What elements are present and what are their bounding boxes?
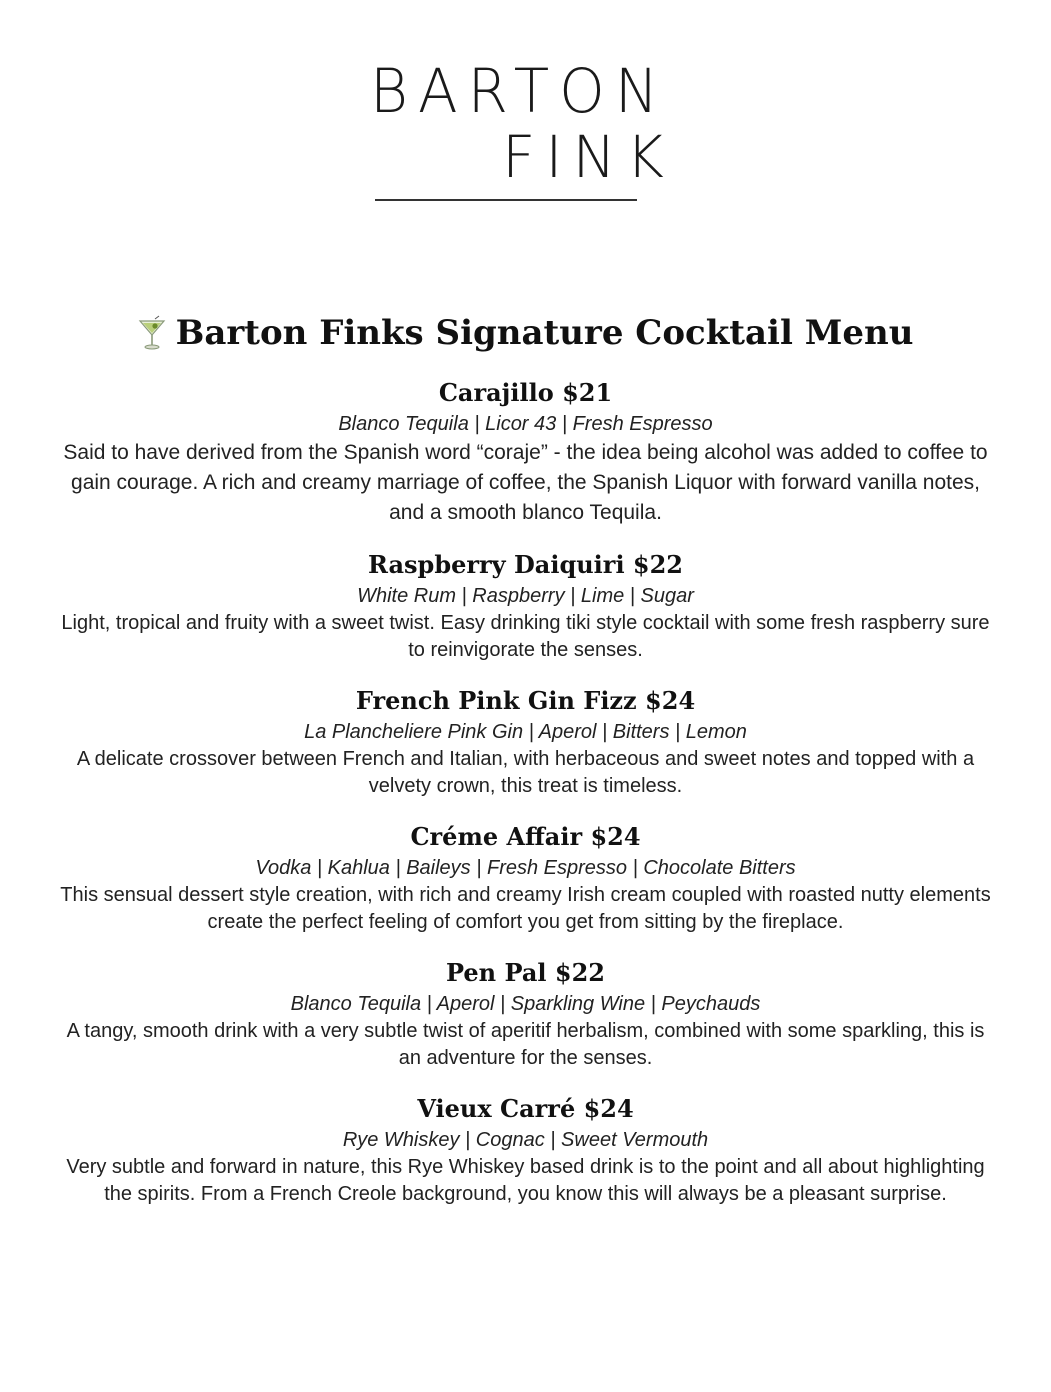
cocktail-item xyxy=(60,1092,991,1208)
cocktail-item xyxy=(60,376,991,528)
cocktail-name: Créme Affair $24 xyxy=(410,822,641,851)
cocktail-item xyxy=(60,956,991,1072)
logo-line-2: FINK xyxy=(502,123,674,191)
cocktail-item xyxy=(60,548,991,664)
cocktail-item xyxy=(60,820,991,936)
cocktail-description: A delicate crossover between French and Italian, with herbaceous and sweet notes and topped with a velvety crown, this treat is timeless. xyxy=(76,748,975,797)
menu-title xyxy=(0,310,1051,356)
cocktail-name: Carajillo $21 xyxy=(438,378,613,407)
cocktail-name: French Pink Gin Fizz $24 xyxy=(355,686,696,715)
cocktail-ingredients: Rye Whiskey | Cognac | Sweet Vermouth xyxy=(342,1129,709,1151)
cocktail-name: Raspberry Daiquiri $22 xyxy=(367,550,684,579)
cocktail-ingredients: La Plancheliere Pink Gin | Aperol | Bitters | Lemon xyxy=(304,721,747,743)
menu-title-text: Barton Finks Signature Cocktail Menu xyxy=(175,313,914,353)
cocktail-item xyxy=(60,684,991,800)
cocktail-description: A tangy, smooth drink with a very subtle twist of aperitif herbalism, combined with some sparkling, this is an adventure for the senses. xyxy=(66,1020,985,1069)
cocktail-glass-icon xyxy=(138,315,166,351)
cocktail-name: Pen Pal $22 xyxy=(446,958,605,987)
cocktail-description: Said to have derived from the Spanish word “coraje” - the idea being alcohol was added to coffee to gain courage. A rich and creamy marriage of coffee, the Spanish Liquor with forward vanilla notes, and a smooth blanco Tequila. xyxy=(63,441,988,524)
cocktail-ingredients: Blanco Tequila | Licor 43 | Fresh Espresso xyxy=(338,413,713,435)
cocktail-ingredients: Blanco Tequila | Aperol | Sparkling Wine | Peychauds xyxy=(290,993,761,1015)
cocktail-description: Light, tropical and fruity with a sweet twist. Easy drinking tiki style cocktail with some fresh raspberry sure to reinvigorate the senses. xyxy=(61,612,990,661)
cocktail-ingredients: White Rum | Raspberry | Lime | Sugar xyxy=(357,585,694,607)
cocktail-list xyxy=(60,376,991,1208)
logo-divider xyxy=(375,199,637,201)
cocktail-name: Vieux Carré $24 xyxy=(417,1094,634,1123)
barton-fink-logo xyxy=(370,55,674,208)
cocktail-description: Very subtle and forward in nature, this Rye Whiskey based drink is to the point and all about highlighting the spirits. From a French Creole background, you know this will always be a pleasant surprise. xyxy=(66,1156,985,1205)
logo-line-1: BARTON xyxy=(370,55,669,127)
cocktail-ingredients: Vodka | Kahlua | Baileys | Fresh Espresso | Chocolate Bitters xyxy=(255,857,796,879)
cocktail-description: This sensual dessert style creation, with rich and creamy Irish cream coupled with roasted nutty elements create the perfect feeling of comfort you get from sitting by the fireplace. xyxy=(60,884,991,933)
